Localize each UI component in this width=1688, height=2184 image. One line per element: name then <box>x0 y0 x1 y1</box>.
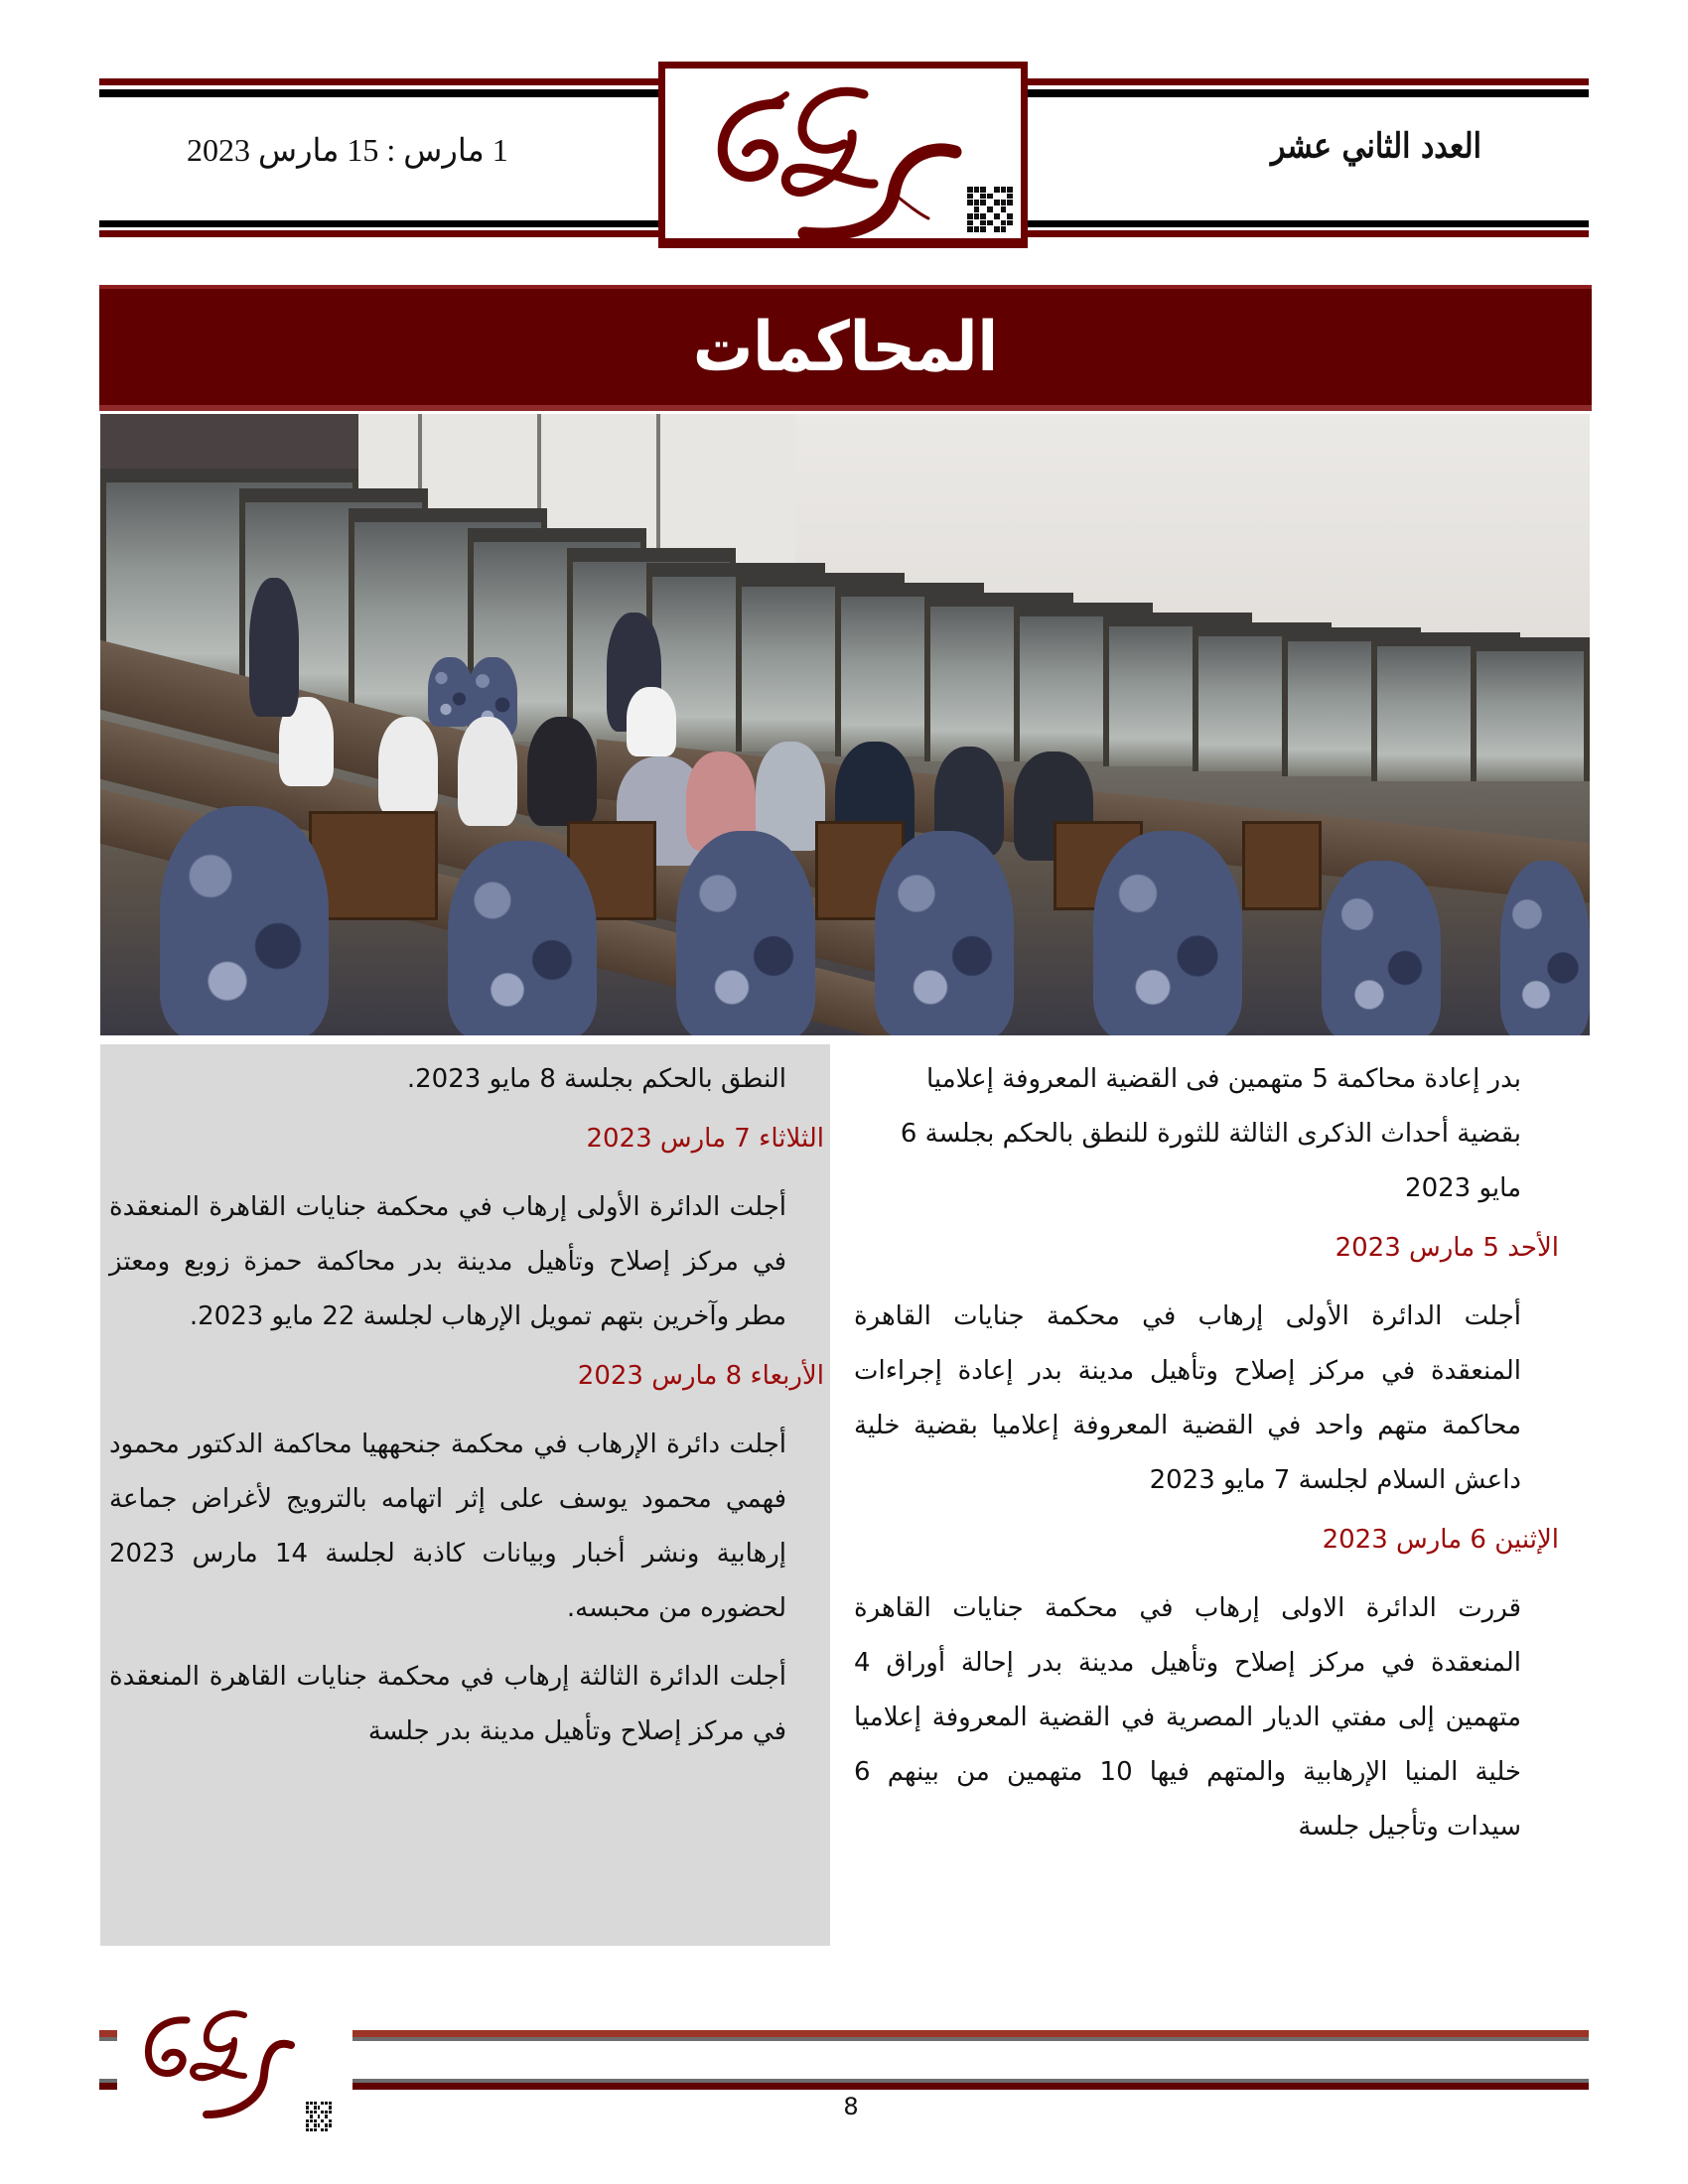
section-title: المحاكمات <box>692 307 999 387</box>
issue-date-range: 1 مارس : 15 مارس 2023 <box>187 132 508 168</box>
paragraph-sunday: أجلت الدائرة الأولى إرهاب في محكمة جنايات القاهرة المنعقدة في مركز إصلاح وتأهيل مدينة بدر إعادة إجراءات محاكمة متهم واحد في القضية المعروفة إعلاميا بقضية خلية داعش السلام لجلسة 7 مايو 2023 <box>854 1301 1521 1495</box>
date-heading-tuesday: الثلاثاء 7 مارس 2023 <box>586 1124 824 1154</box>
section-title-bar <box>99 285 1592 411</box>
issue-label: العدد الثاني عشر <box>1270 126 1481 167</box>
paragraph-tuesday: أجلت الدائرة الأولى إرهاب في محكمة جنايات القاهرة المنعقدة في مركز إصلاح وتأهيل مدينة بدر محاكمة حمزة زوبع ومعتز مطر وآخرين بتهم تمويل الإرهاب لجلسة 22 مايو 2023. <box>109 1192 786 1331</box>
footer-rule-gray-top <box>352 2037 1589 2041</box>
paragraph-monday: قررت الدائرة الاولى إرهاب في محكمة جنايات القاهرة المنعقدة في مركز إصلاح وتأهيل مدينة بدر إحالة أوراق 4 متهمين إلى مفتي الديار المصرية في القضية المعروفة إعلاميا خلية المنيا الإرهابية والمتهم فيها 10 متهمين من بينهم 6 سيدات وتأجيل جلسة <box>854 1593 1521 1842</box>
footer-rule-stub <box>99 2083 117 2090</box>
page-number: 8 <box>843 2093 859 2120</box>
footer-rule-red-top <box>352 2030 1589 2037</box>
left-column <box>109 1052 824 1759</box>
paragraph-wednesday-2: أجلت الدائرة الثالثة إرهاب في محكمة جنايات القاهرة المنعقدة في مركز إصلاح وتأهيل مدينة بدر جلسة <box>109 1662 786 1746</box>
continuation-text: النطق بالحكم بجلسة 8 مايو 2023. <box>406 1064 786 1094</box>
calligraphy-logo-icon <box>685 74 983 243</box>
date-heading-sunday: الأحد 5 مارس 2023 <box>1335 1233 1559 1263</box>
right-column <box>854 1052 1559 1854</box>
date-heading-wednesday: الأربعاء 8 مارس 2023 <box>577 1361 824 1391</box>
courtroom-photo <box>100 414 1590 1035</box>
qr-code-icon <box>967 187 1013 232</box>
intro-paragraph: بدر إعادة محاكمة 5 متهمين فى القضية المعروفة إعلاميا بقضية أحداث الذكرى الثالثة للثورة للنطق بالحكم بجلسة 6 مايو 2023 <box>900 1064 1521 1203</box>
paragraph-wednesday-1: أجلت دائرة الإرهاب في محكمة جنحههيا محاكمة الدكتور محمود فهمي محمود يوسف على إثر اتهامه بالترويج لأغراض جماعة إرهابية ونشر أخبار وبيانات كاذبة لجلسة 14 مارس 2023 لحضوره من محبسه. <box>109 1430 787 1623</box>
footer-rule-stub <box>99 2030 117 2037</box>
date-heading-monday: الإثنين 6 مارس 2023 <box>1322 1525 1559 1555</box>
footer-rule-red-bottom <box>352 2083 1589 2090</box>
masthead-logo <box>658 62 1028 248</box>
footer-rule-stub <box>99 2037 117 2041</box>
